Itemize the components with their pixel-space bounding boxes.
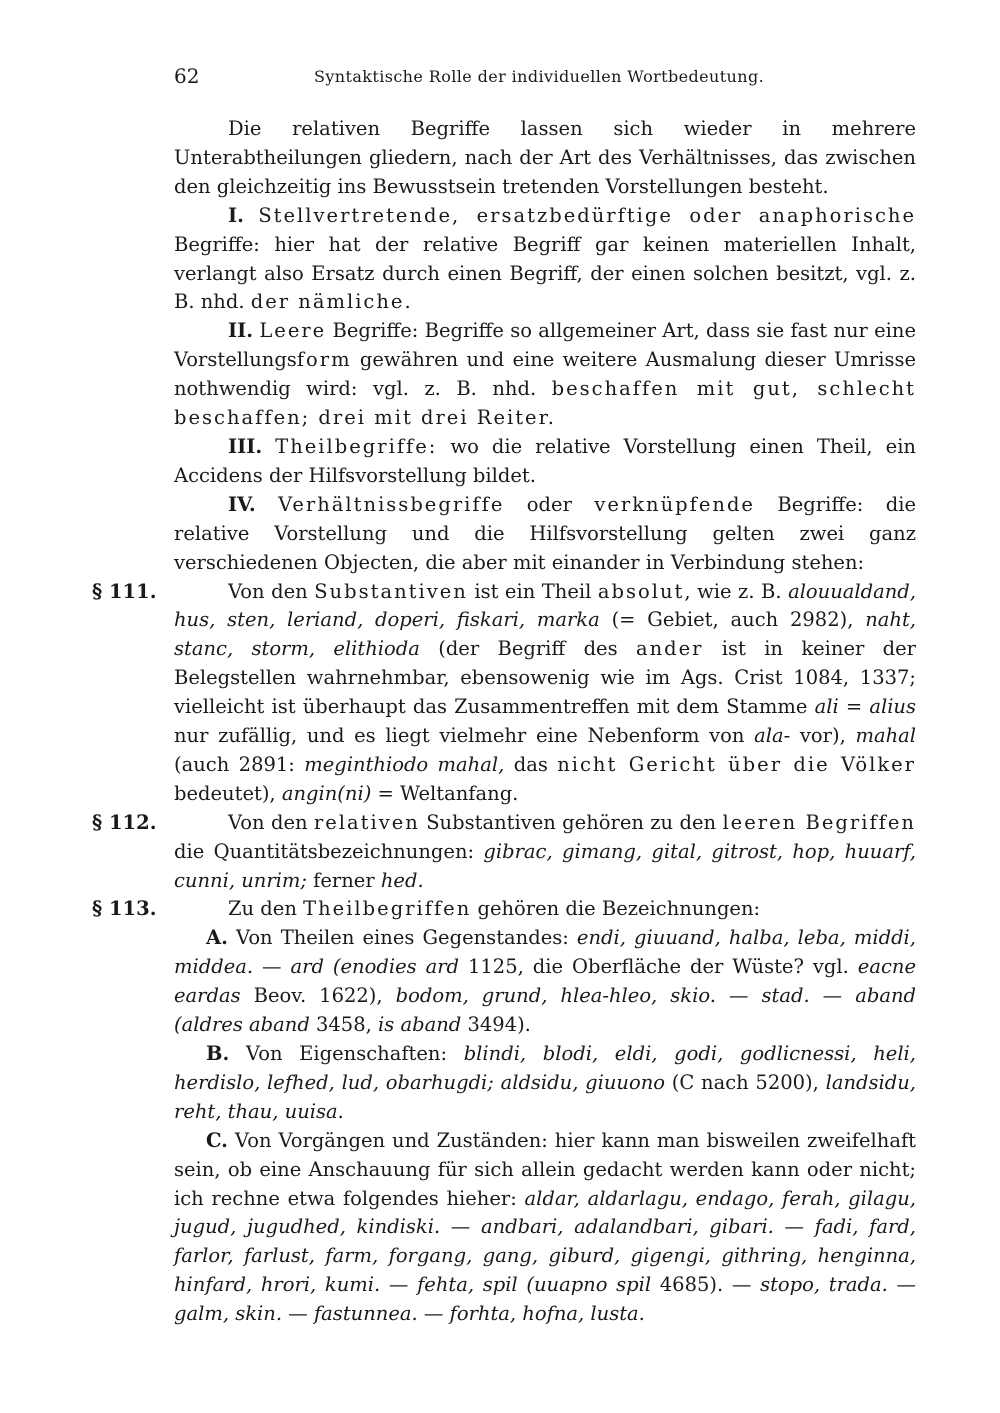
page-body — [92, 115, 917, 1329]
category-iii: III. Theilbegriffe: wo die relative Vorstellung einen Theil, ein Accidens der Hilfsvorstellung bildet. — [174, 434, 916, 487]
subsection-c: C. Von Vorgängen und Zuständen: hier kann man bisweilen zweifelhaft sein, ob eine Anschauung für sich allein gedacht werden kann oder nicht; ich rechne etwa folgendes hieher: aldar, aldarlagu, endago, ferah, gilagu, jugud, jugudhed, kindiski. — andbari, adalandbari, gibari. — fadi, fard, farlor, farlust, farm, forgang, gang, giburd, gigengi, githring, henginna, hinfard, hrori, kumi. — fehta, spil (uuapno spil 4685). — stopo, trada. — galm, skin. — fastunnea. — forhta, hofna, lusta. — [174, 1128, 916, 1326]
section-113: § 113. Zu den Theilbegriffen gehören die Bezeichnungen: — [174, 895, 916, 924]
subsection-a: A. Von Theilen eines Gegenstandes: endi, giuuand, halba, leba, middi, middea. — ard (enodies ard 1125, die Oberfläche der Wüste? vgl. eacne eardas Beov. 1622), bodom, grund, hlea-hleo, skio. — stad. — aband (aldres aband 3458, is aband 3494). — [174, 926, 916, 1037]
page-header — [174, 64, 914, 90]
category-ii: II. Leere Begriffe: Begriffe so allgemeiner Art, dass sie fast nur eine Vorstellungsform gewähren und eine weitere Ausmalung dieser Umrisse nothwendig wird: vgl. z. B. nhd. beschaffen mit gut, schlecht beschaffen; drei mit drei Reiter. — [174, 319, 917, 430]
section-mark: § 112. — [92, 810, 157, 834]
section-mark: § 111. — [92, 579, 157, 603]
category-i: I. Stellvertretende, ersatzbedürftige oder anaphorische Begriffe: hier hat der relative Begriff gar keinen materiellen Inhalt, verlangt also Ersatz durch einen Begriff, der einen solchen besitzt, vgl. z. B. nhd. der nämliche. — [174, 203, 916, 314]
section-112: § 112. Von den relativen Substantiven gehören zu den leeren Begriffen die Quantitätsbezeichnungen: gibrac, gimang, gital, gitrost, hop, huuarf, cunni, unrim; ferner hed. — [92, 810, 916, 892]
intro-paragraph: Die relativen Begriffe lassen sich wieder in mehrere Unterabtheilungen gliedern, nach der Art des Verhältnisses, das zwischen den gleichzeitig ins Bewusstsein tretenden Vorstellungen besteht. — [174, 117, 916, 198]
page-number: 62 — [174, 64, 200, 88]
section-mark: § 113. — [92, 897, 157, 921]
category-iv: IV. Verhältnissbegriffe oder verknüpfende Begriffe: die relative Vorstellung und die Hilfsvorstellung gelten zwei ganz verschiedenen Objecten, die aber mit einander in Verbindung stehen: — [174, 492, 917, 574]
section-111: § 111. Von den Substantiven ist ein Theil absolut, wie z. B. alouualdand, hus, sten, leriand, doperi, fiskari, marka (= Gebiet, auch 2982), naht, stanc, storm, elithioda (der Begriff des ander ist in keiner der Belegstellen wahrnehmbar, ebensowenig wie im Ags. Crist 1084, 1337; vielleicht ist überhaupt das Zusammentreffen mit dem Stamme ali = alius nur zufällig, und es liegt vielmehr eine Nebenform von ala- vor), mahal (auch 2891: meginthiodo mahal, das nicht Gericht über die Völker bedeutet), angin(ni) = Weltanfang. — [92, 579, 917, 805]
running-title: Syntaktische Rolle der individuellen Wortbedeutung. — [314, 67, 765, 86]
subsection-b: B. Von Eigenschaften: blindi, blodi, eldi, godi, godlicnessi, heli, herdislo, lefhed, lud, obarhugdi; aldsidu, giuuono (C nach 5200), landsidu, reht, thau, uuisa. — [174, 1042, 916, 1123]
